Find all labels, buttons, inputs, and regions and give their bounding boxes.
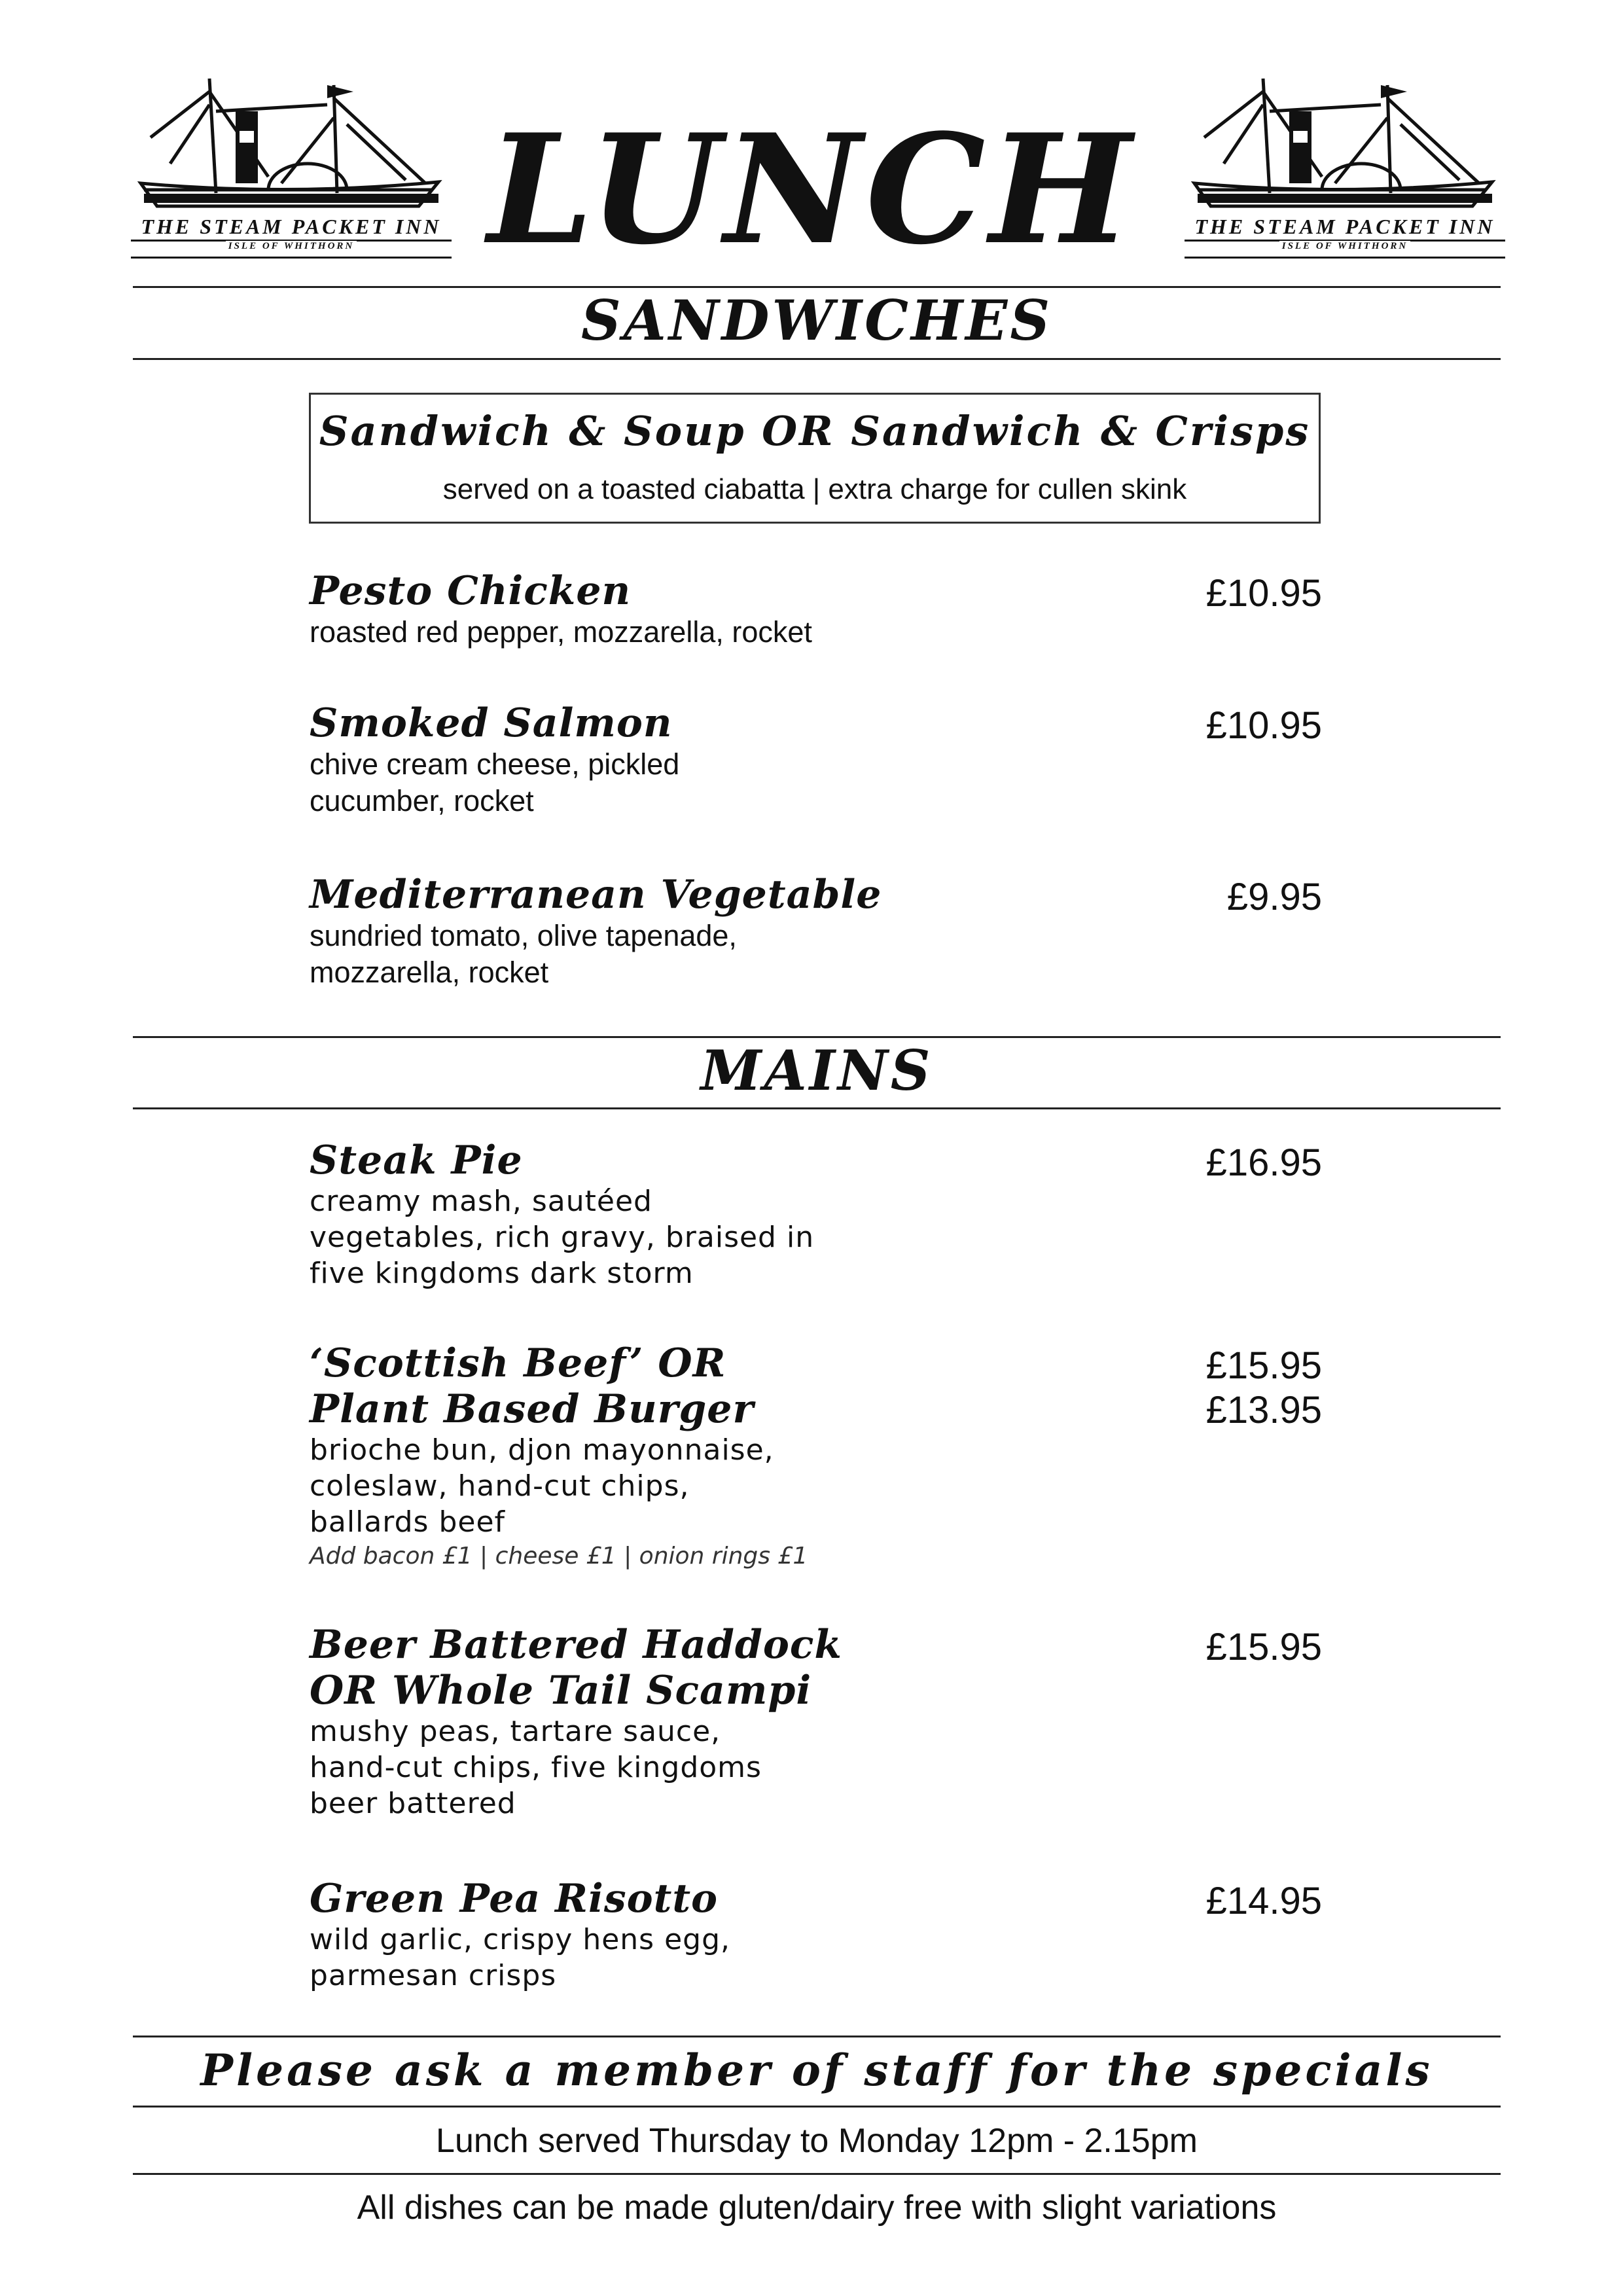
item-description: chive cream cheese, pickled <box>310 747 680 781</box>
sandwich-deal-box <box>309 393 1321 524</box>
logo-right <box>1185 65 1505 262</box>
steamship-icon <box>131 65 452 216</box>
page-title: LUNCH <box>487 101 1136 278</box>
divider <box>133 2106 1501 2108</box>
item-description: coleslaw, hand-cut chips, <box>310 1469 690 1503</box>
lunch-hours: Lunch served Thursday to Monday 12pm - 2.15pm <box>436 2122 1198 2160</box>
divider <box>1185 257 1505 259</box>
divider <box>133 1107 1501 1109</box>
logo-subtitle: ISLE OF WHITHORN <box>226 241 357 252</box>
item-description: vegetables, rich gravy, braised in <box>310 1221 815 1254</box>
divider <box>133 2173 1501 2175</box>
item-extras-note: Add bacon £1 | cheese £1 | onion rings £1 <box>310 1543 808 1570</box>
item-description: creamy mash, sautéed <box>310 1185 652 1218</box>
item-description: ballards beef <box>310 1505 506 1539</box>
item-name: Green Pea Risotto <box>310 1876 719 1922</box>
dietary-note: All dishes can be made gluten/dairy free with slight variations <box>357 2189 1277 2227</box>
item-price: £10.95 <box>1205 572 1322 615</box>
sandwich-deal-subtitle: served on a toasted ciabatta | extra charge for cullen skink <box>442 473 1187 505</box>
item-price: £14.95 <box>1205 1880 1322 1922</box>
item-name: OR Whole Tail Scampi <box>310 1668 812 1713</box>
item-description: roasted red pepper, mozzarella, rocket <box>310 615 812 649</box>
item-name: Pesto Chicken <box>310 568 632 614</box>
divider <box>131 257 452 259</box>
logo-left <box>131 65 452 262</box>
section-title-sandwiches: SANDWICHES <box>581 288 1052 353</box>
logo-subtitle: ISLE OF WHITHORN <box>1279 241 1410 252</box>
item-name: Steak Pie <box>310 1138 523 1183</box>
item-price: £9.95 <box>1226 876 1322 918</box>
divider <box>133 358 1501 360</box>
item-name: Beer Battered Haddock <box>310 1622 842 1668</box>
item-description: beer battered <box>310 1787 516 1820</box>
item-description: five kingdoms dark storm <box>310 1257 694 1290</box>
item-description: hand-cut chips, five kingdoms <box>310 1751 762 1784</box>
sandwich-deal-title: Sandwich & Soup OR Sandwich & Crisps <box>319 407 1311 455</box>
item-description: cucumber, rocket <box>310 784 534 817</box>
item-price: £13.95 <box>1205 1389 1322 1431</box>
item-price: £10.95 <box>1205 704 1322 747</box>
item-name: Mediterranean Vegetable <box>310 872 882 918</box>
item-price: £16.95 <box>1205 1141 1322 1184</box>
item-name: Plant Based Burger <box>310 1386 755 1432</box>
steamship-icon <box>1185 65 1505 216</box>
item-description: wild garlic, crispy hens egg, <box>310 1923 731 1956</box>
item-price: £15.95 <box>1205 1344 1322 1387</box>
item-description: mozzarella, rocket <box>310 956 549 989</box>
item-description: brioche bun, djon mayonnaise, <box>310 1433 774 1467</box>
logo-name: THE STEAM PACKET INN <box>141 215 442 238</box>
item-price: £15.95 <box>1205 1626 1322 1668</box>
item-description: sundried tomato, olive tapenade, <box>310 919 737 952</box>
logo-name: THE STEAM PACKET INN <box>1194 215 1495 238</box>
specials-note: Please ask a member of staff for the specials <box>200 2045 1433 2096</box>
item-name: ‘Scottish Beef’ OR <box>310 1340 726 1386</box>
item-description: mushy peas, tartare sauce, <box>310 1715 721 1748</box>
item-name: Smoked Salmon <box>310 700 673 746</box>
section-title-mains: MAINS <box>700 1038 933 1103</box>
item-description: parmesan crisps <box>310 1959 557 1992</box>
divider <box>133 2036 1501 2037</box>
